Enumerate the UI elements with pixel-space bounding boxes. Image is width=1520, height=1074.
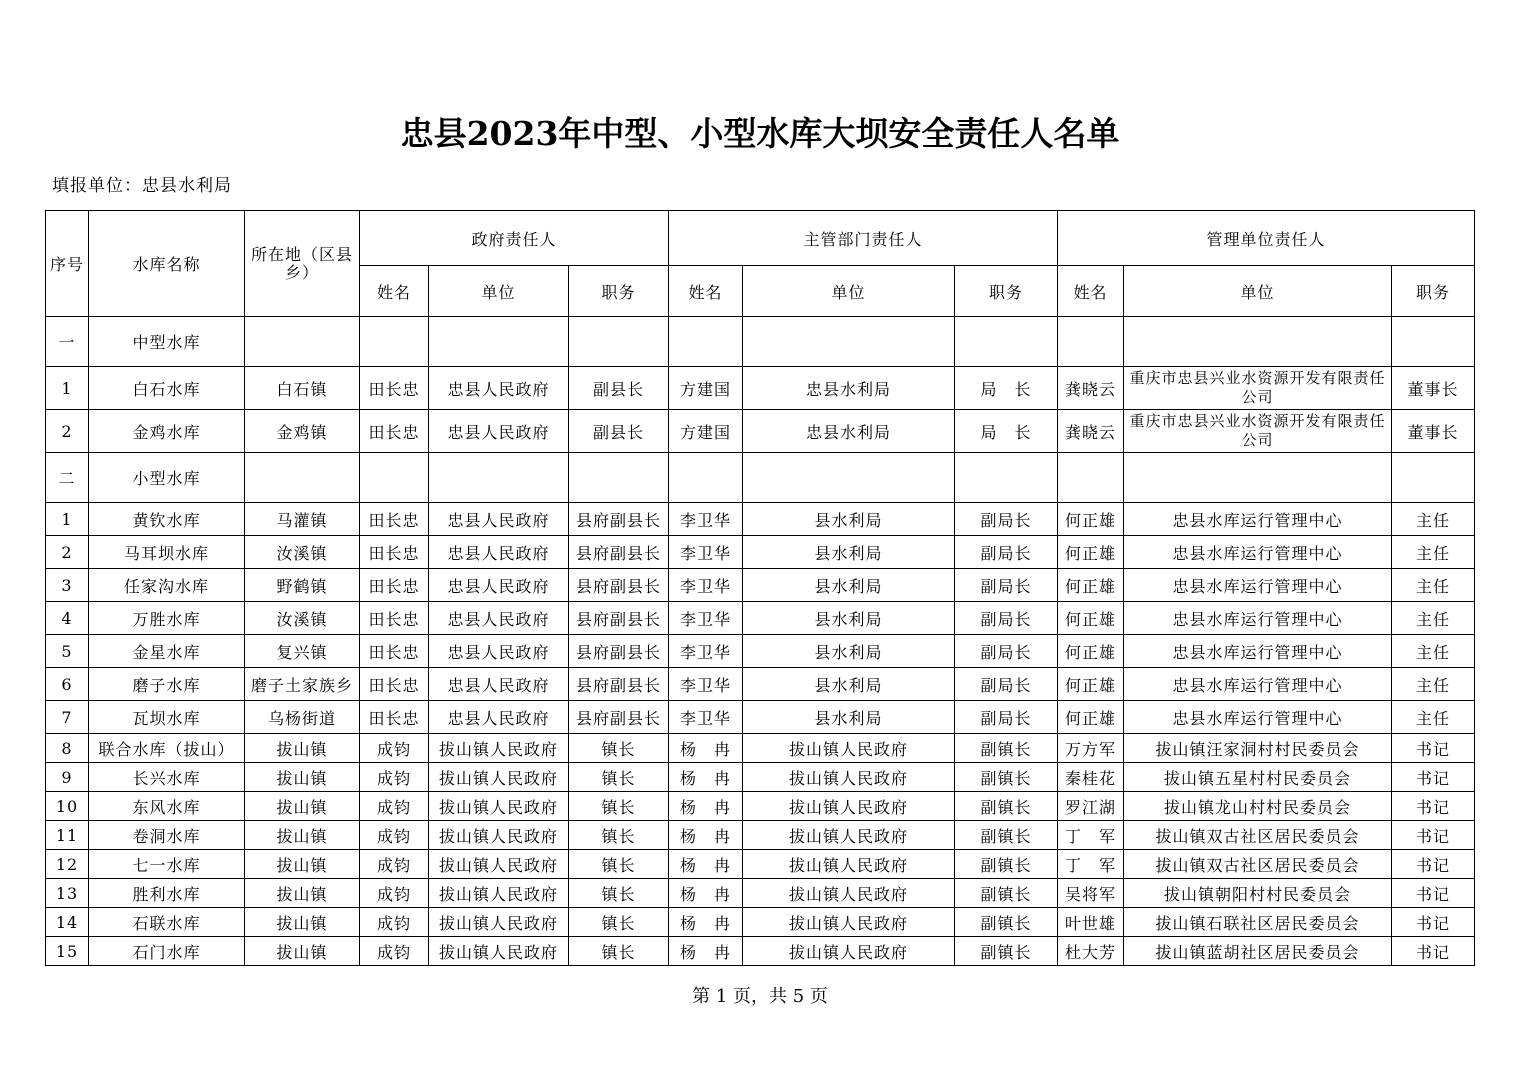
cell-seq: 3 (46, 569, 89, 602)
cell-seq: 1 (46, 367, 89, 410)
cell-dept-post: 局 长 (955, 367, 1058, 410)
cell-reservoir: 任家沟水库 (89, 569, 245, 602)
header-mgmt-name: 姓名 (1058, 266, 1124, 317)
page-footer: 第 1 页，共 5 页 (692, 986, 828, 1007)
cell-gov-name: 成钧 (360, 937, 429, 966)
cell-dept-unit: 县水利局 (743, 569, 955, 602)
cell-mgmt-post: 主任 (1392, 668, 1475, 701)
header-mgmt-unit: 单位 (1124, 266, 1392, 317)
cell-gov-unit: 忠县人民政府 (429, 668, 569, 701)
cell-gov-name: 田长忠 (360, 367, 429, 410)
table-row (46, 821, 1475, 850)
cell-seq: 5 (46, 635, 89, 668)
cell-seq: 14 (46, 908, 89, 937)
cell-dept-unit: 县水利局 (743, 503, 955, 536)
cell-reservoir: 东风水库 (89, 792, 245, 821)
cell-gov-name: 成钧 (360, 850, 429, 879)
cell-gov-post: 县府副县长 (569, 701, 669, 734)
cell-gov-post: 镇长 (569, 879, 669, 908)
cell-reservoir: 金鸡水库 (89, 410, 245, 453)
empty-cell (360, 317, 429, 367)
cell-reservoir: 卷洞水库 (89, 821, 245, 850)
document-title: 忠县2023年中型、小型水库大坝安全责任人名单 (400, 114, 1120, 153)
cell-reservoir: 胜利水库 (89, 879, 245, 908)
cell-reservoir: 长兴水库 (89, 763, 245, 792)
cell-gov-name: 成钧 (360, 908, 429, 937)
cell-gov-post: 县府副县长 (569, 503, 669, 536)
table-row (46, 569, 1475, 602)
cell-mgmt-post: 书记 (1392, 792, 1475, 821)
empty-cell (1058, 317, 1124, 367)
cell-mgmt-unit: 忠县水库运行管理中心 (1124, 668, 1392, 701)
empty-cell (669, 453, 743, 503)
cell-gov-post: 县府副县长 (569, 536, 669, 569)
cell-gov-name: 田长忠 (360, 536, 429, 569)
cell-gov-unit: 拔山镇人民政府 (429, 763, 569, 792)
cell-reservoir: 金星水库 (89, 635, 245, 668)
table-row (46, 701, 1475, 734)
section-no: 二 (46, 453, 89, 503)
cell-gov-post: 副县长 (569, 410, 669, 453)
cell-mgmt-name: 何正雄 (1058, 635, 1124, 668)
table-row (46, 635, 1475, 668)
cell-dept-name: 方建国 (669, 410, 743, 453)
empty-cell (1124, 453, 1392, 503)
cell-gov-unit: 忠县人民政府 (429, 367, 569, 410)
cell-dept-name: 杨 冉 (669, 821, 743, 850)
cell-gov-name: 成钧 (360, 763, 429, 792)
cell-dept-post: 副镇长 (955, 792, 1058, 821)
cell-location: 汝溪镇 (245, 602, 360, 635)
cell-mgmt-unit: 拔山镇双古社区居民委员会 (1124, 850, 1392, 879)
cell-mgmt-name: 龚晓云 (1058, 367, 1124, 410)
cell-dept-name: 李卫华 (669, 701, 743, 734)
cell-dept-unit: 拔山镇人民政府 (743, 937, 955, 966)
cell-mgmt-name: 何正雄 (1058, 503, 1124, 536)
cell-mgmt-unit: 拔山镇朝阳村村民委员会 (1124, 879, 1392, 908)
cell-dept-post: 副局长 (955, 635, 1058, 668)
cell-mgmt-unit: 拔山镇蓝胡社区居民委员会 (1124, 937, 1392, 966)
cell-gov-unit: 拔山镇人民政府 (429, 937, 569, 966)
table-row (46, 536, 1475, 569)
cell-reservoir: 石联水库 (89, 908, 245, 937)
cell-dept-post: 副镇长 (955, 763, 1058, 792)
header-dept-unit: 单位 (743, 266, 955, 317)
table-row (46, 908, 1475, 937)
cell-seq: 13 (46, 879, 89, 908)
cell-dept-unit: 县水利局 (743, 701, 955, 734)
cell-seq: 2 (46, 410, 89, 453)
cell-dept-name: 杨 冉 (669, 908, 743, 937)
header-dept-group: 主管部门责任人 (669, 211, 1058, 266)
section-label: 中型水库 (89, 317, 245, 367)
cell-mgmt-unit: 拔山镇五星村村民委员会 (1124, 763, 1392, 792)
cell-dept-post: 局 长 (955, 410, 1058, 453)
cell-gov-unit: 忠县人民政府 (429, 536, 569, 569)
cell-seq: 6 (46, 668, 89, 701)
cell-gov-name: 成钧 (360, 734, 429, 763)
header-mgmt-post: 职务 (1392, 266, 1475, 317)
empty-cell (1392, 453, 1475, 503)
cell-gov-unit: 拔山镇人民政府 (429, 792, 569, 821)
cell-location: 拔山镇 (245, 821, 360, 850)
cell-dept-name: 李卫华 (669, 536, 743, 569)
cell-mgmt-post: 书记 (1392, 821, 1475, 850)
cell-dept-unit: 拔山镇人民政府 (743, 763, 955, 792)
cell-mgmt-name: 杜大芳 (1058, 937, 1124, 966)
cell-gov-unit: 忠县人民政府 (429, 410, 569, 453)
cell-reservoir: 万胜水库 (89, 602, 245, 635)
table-body (46, 317, 1475, 966)
cell-mgmt-unit: 忠县水库运行管理中心 (1124, 602, 1392, 635)
cell-reservoir: 瓦坝水库 (89, 701, 245, 734)
cell-mgmt-unit: 忠县水库运行管理中心 (1124, 536, 1392, 569)
cell-seq: 4 (46, 602, 89, 635)
cell-mgmt-post: 主任 (1392, 503, 1475, 536)
cell-dept-unit: 拔山镇人民政府 (743, 734, 955, 763)
cell-gov-name: 成钧 (360, 879, 429, 908)
cell-mgmt-unit: 忠县水库运行管理中心 (1124, 701, 1392, 734)
cell-gov-name: 田长忠 (360, 668, 429, 701)
cell-gov-post: 副县长 (569, 367, 669, 410)
cell-mgmt-post: 书记 (1392, 908, 1475, 937)
empty-cell (429, 317, 569, 367)
cell-gov-name: 田长忠 (360, 602, 429, 635)
cell-seq: 1 (46, 503, 89, 536)
cell-mgmt-name: 何正雄 (1058, 569, 1124, 602)
table-row (46, 792, 1475, 821)
cell-location: 拔山镇 (245, 734, 360, 763)
cell-gov-name: 田长忠 (360, 503, 429, 536)
empty-cell (955, 317, 1058, 367)
cell-gov-post: 镇长 (569, 734, 669, 763)
cell-reservoir: 石门水库 (89, 937, 245, 966)
cell-dept-unit: 拔山镇人民政府 (743, 908, 955, 937)
cell-mgmt-unit: 忠县水库运行管理中心 (1124, 503, 1392, 536)
cell-mgmt-name: 叶世雄 (1058, 908, 1124, 937)
cell-seq: 12 (46, 850, 89, 879)
cell-location: 马灌镇 (245, 503, 360, 536)
cell-gov-unit: 拔山镇人民政府 (429, 821, 569, 850)
cell-dept-unit: 忠县水利局 (743, 367, 955, 410)
cell-dept-name: 杨 冉 (669, 792, 743, 821)
cell-gov-post: 镇长 (569, 821, 669, 850)
cell-mgmt-unit: 拔山镇双古社区居民委员会 (1124, 821, 1392, 850)
cell-location: 汝溪镇 (245, 536, 360, 569)
cell-location: 拔山镇 (245, 879, 360, 908)
cell-mgmt-name: 丁 军 (1058, 821, 1124, 850)
cell-dept-post: 副镇长 (955, 937, 1058, 966)
cell-gov-post: 县府副县长 (569, 602, 669, 635)
cell-gov-unit: 忠县人民政府 (429, 569, 569, 602)
cell-mgmt-post: 书记 (1392, 850, 1475, 879)
cell-location: 拔山镇 (245, 908, 360, 937)
cell-dept-post: 副局长 (955, 668, 1058, 701)
header-gov-unit: 单位 (429, 266, 569, 317)
cell-seq: 15 (46, 937, 89, 966)
cell-dept-unit: 拔山镇人民政府 (743, 792, 955, 821)
cell-location: 拔山镇 (245, 937, 360, 966)
cell-location: 复兴镇 (245, 635, 360, 668)
table-row (46, 879, 1475, 908)
cell-mgmt-post: 书记 (1392, 879, 1475, 908)
cell-mgmt-post: 董事长 (1392, 367, 1475, 410)
table-row (46, 602, 1475, 635)
cell-reservoir: 马耳坝水库 (89, 536, 245, 569)
cell-dept-name: 方建国 (669, 367, 743, 410)
cell-gov-name: 田长忠 (360, 635, 429, 668)
header-dept-post: 职务 (955, 266, 1058, 317)
cell-reservoir: 七一水库 (89, 850, 245, 879)
cell-dept-unit: 县水利局 (743, 668, 955, 701)
cell-mgmt-unit: 忠县水库运行管理中心 (1124, 569, 1392, 602)
cell-gov-post: 镇长 (569, 792, 669, 821)
empty-cell (1392, 317, 1475, 367)
table-row (46, 668, 1475, 701)
cell-mgmt-name: 吴将军 (1058, 879, 1124, 908)
cell-seq: 7 (46, 701, 89, 734)
empty-cell (569, 317, 669, 367)
cell-mgmt-name: 何正雄 (1058, 668, 1124, 701)
cell-mgmt-post: 董事长 (1392, 410, 1475, 453)
cell-gov-name: 成钧 (360, 821, 429, 850)
cell-dept-post: 副局长 (955, 503, 1058, 536)
cell-location: 野鹤镇 (245, 569, 360, 602)
cell-mgmt-unit: 拔山镇汪家洞村村民委员会 (1124, 734, 1392, 763)
cell-mgmt-post: 主任 (1392, 635, 1475, 668)
cell-dept-unit: 县水利局 (743, 635, 955, 668)
cell-location: 拔山镇 (245, 792, 360, 821)
cell-mgmt-unit: 忠县水库运行管理中心 (1124, 635, 1392, 668)
cell-mgmt-unit: 重庆市忠县兴业水资源开发有限责任公司 (1124, 410, 1392, 453)
cell-mgmt-post: 书记 (1392, 734, 1475, 763)
cell-seq: 8 (46, 734, 89, 763)
cell-dept-post: 副镇长 (955, 734, 1058, 763)
cell-dept-unit: 拔山镇人民政府 (743, 850, 955, 879)
cell-dept-post: 副镇长 (955, 879, 1058, 908)
table-row (46, 937, 1475, 966)
cell-mgmt-unit: 重庆市忠县兴业水资源开发有限责任公司 (1124, 367, 1392, 410)
cell-mgmt-name: 万方军 (1058, 734, 1124, 763)
table-row (46, 734, 1475, 763)
cell-gov-post: 镇长 (569, 937, 669, 966)
header-reservoir: 水库名称 (89, 211, 245, 317)
empty-cell (245, 317, 360, 367)
cell-dept-name: 李卫华 (669, 668, 743, 701)
cell-dept-unit: 县水利局 (743, 602, 955, 635)
cell-gov-name: 成钧 (360, 792, 429, 821)
cell-reservoir: 白石水库 (89, 367, 245, 410)
empty-cell (1058, 453, 1124, 503)
empty-cell (743, 453, 955, 503)
empty-cell (743, 317, 955, 367)
cell-gov-post: 镇长 (569, 763, 669, 792)
cell-gov-post: 镇长 (569, 850, 669, 879)
cell-dept-name: 李卫华 (669, 602, 743, 635)
cell-mgmt-post: 主任 (1392, 602, 1475, 635)
responsibility-table (45, 210, 1475, 966)
header-dept-name: 姓名 (669, 266, 743, 317)
section-row (46, 453, 1475, 503)
header-seq: 序号 (46, 211, 89, 317)
empty-cell (669, 317, 743, 367)
cell-gov-unit: 忠县人民政府 (429, 503, 569, 536)
cell-dept-post: 副局长 (955, 701, 1058, 734)
cell-gov-unit: 拔山镇人民政府 (429, 908, 569, 937)
header-mgmt-group: 管理单位责任人 (1058, 211, 1475, 266)
cell-dept-post: 副镇长 (955, 821, 1058, 850)
cell-mgmt-post: 书记 (1392, 937, 1475, 966)
cell-gov-name: 田长忠 (360, 569, 429, 602)
cell-dept-unit: 拔山镇人民政府 (743, 821, 955, 850)
cell-seq: 11 (46, 821, 89, 850)
header-gov-name: 姓名 (360, 266, 429, 317)
cell-dept-post: 副局长 (955, 569, 1058, 602)
cell-dept-name: 李卫华 (669, 635, 743, 668)
header-location: 所在地（区县乡） (245, 211, 360, 317)
cell-gov-post: 县府副县长 (569, 569, 669, 602)
cell-mgmt-name: 秦桂花 (1058, 763, 1124, 792)
cell-dept-name: 杨 冉 (669, 937, 743, 966)
empty-cell (569, 453, 669, 503)
table-row (46, 410, 1475, 453)
section-row (46, 317, 1475, 367)
cell-mgmt-name: 何正雄 (1058, 536, 1124, 569)
fill-unit: 填报单位：忠县水利局 (52, 176, 232, 196)
cell-mgmt-unit: 拔山镇龙山村村民委员会 (1124, 792, 1392, 821)
empty-cell (360, 453, 429, 503)
cell-mgmt-name: 龚晓云 (1058, 410, 1124, 453)
cell-gov-unit: 忠县人民政府 (429, 701, 569, 734)
cell-gov-unit: 拔山镇人民政府 (429, 879, 569, 908)
cell-seq: 10 (46, 792, 89, 821)
cell-dept-post: 副局长 (955, 536, 1058, 569)
cell-dept-name: 杨 冉 (669, 879, 743, 908)
cell-gov-unit: 忠县人民政府 (429, 602, 569, 635)
cell-gov-post: 县府副县长 (569, 635, 669, 668)
empty-cell (429, 453, 569, 503)
cell-mgmt-name: 丁 军 (1058, 850, 1124, 879)
cell-reservoir: 联合水库（拔山） (89, 734, 245, 763)
cell-location: 拔山镇 (245, 850, 360, 879)
empty-cell (1124, 317, 1392, 367)
cell-dept-name: 李卫华 (669, 503, 743, 536)
cell-seq: 9 (46, 763, 89, 792)
cell-seq: 2 (46, 536, 89, 569)
cell-dept-unit: 县水利局 (743, 536, 955, 569)
cell-gov-name: 田长忠 (360, 410, 429, 453)
cell-gov-unit: 拔山镇人民政府 (429, 850, 569, 879)
cell-location: 磨子土家族乡 (245, 668, 360, 701)
cell-dept-unit: 拔山镇人民政府 (743, 879, 955, 908)
cell-gov-post: 县府副县长 (569, 668, 669, 701)
cell-reservoir: 磨子水库 (89, 668, 245, 701)
table-row (46, 763, 1475, 792)
cell-gov-unit: 忠县人民政府 (429, 635, 569, 668)
cell-gov-name: 田长忠 (360, 701, 429, 734)
cell-mgmt-post: 书记 (1392, 763, 1475, 792)
cell-gov-post: 镇长 (569, 908, 669, 937)
cell-location: 金鸡镇 (245, 410, 360, 453)
cell-dept-post: 副镇长 (955, 850, 1058, 879)
cell-mgmt-name: 何正雄 (1058, 602, 1124, 635)
cell-dept-name: 杨 冉 (669, 763, 743, 792)
cell-gov-unit: 拔山镇人民政府 (429, 734, 569, 763)
header-gov-group: 政府责任人 (360, 211, 669, 266)
cell-dept-post: 副镇长 (955, 908, 1058, 937)
cell-location: 乌杨街道 (245, 701, 360, 734)
cell-mgmt-post: 主任 (1392, 701, 1475, 734)
header-gov-post: 职务 (569, 266, 669, 317)
table-row (46, 850, 1475, 879)
empty-cell (955, 453, 1058, 503)
table-row (46, 503, 1475, 536)
cell-location: 拔山镇 (245, 763, 360, 792)
section-no: 一 (46, 317, 89, 367)
cell-dept-name: 杨 冉 (669, 734, 743, 763)
cell-mgmt-post: 主任 (1392, 569, 1475, 602)
cell-dept-unit: 忠县水利局 (743, 410, 955, 453)
cell-mgmt-post: 主任 (1392, 536, 1475, 569)
cell-dept-name: 李卫华 (669, 569, 743, 602)
cell-mgmt-unit: 拔山镇石联社区居民委员会 (1124, 908, 1392, 937)
cell-mgmt-name: 何正雄 (1058, 701, 1124, 734)
cell-reservoir: 黄钦水库 (89, 503, 245, 536)
cell-location: 白石镇 (245, 367, 360, 410)
table-row (46, 367, 1475, 410)
cell-mgmt-name: 罗江湖 (1058, 792, 1124, 821)
cell-dept-post: 副局长 (955, 602, 1058, 635)
empty-cell (245, 453, 360, 503)
section-label: 小型水库 (89, 453, 245, 503)
cell-dept-name: 杨 冉 (669, 850, 743, 879)
header-row-1 (46, 211, 1475, 266)
